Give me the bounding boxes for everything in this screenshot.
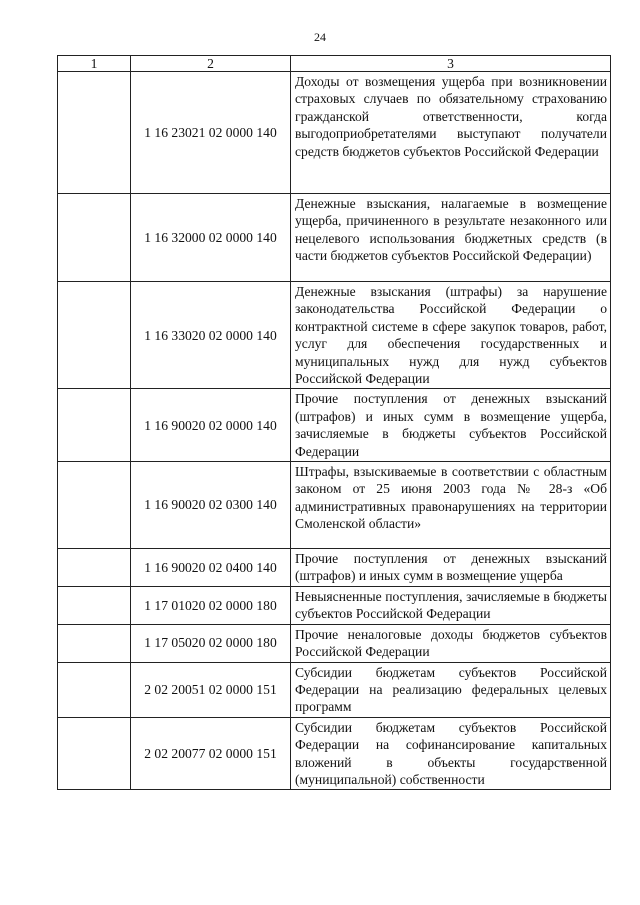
table-row (58, 462, 611, 549)
description-cell: Штрафы, взыскиваемые в соответствии с областным законом от 25 июня 2003 года № 28-з «Об административных правонарушениях на территории Смоленской области» (291, 462, 611, 549)
description-cell: Прочие поступления от денежных взысканий (штрафов) и иных сумм в возмещение ущерба, зачисляемые в бюджеты субъектов Российской Федерации (291, 389, 611, 462)
budget-code-cell: 1 17 05020 02 0000 180 (131, 624, 291, 662)
table-row (58, 662, 611, 717)
row-number-cell (58, 194, 131, 282)
row-number-cell (58, 717, 131, 790)
row-number-cell (58, 662, 131, 717)
description-cell: Денежные взыскания, налагаемые в возмещение ущерба, причиненного в результате незаконного или нецелевого использования бюджетных средств (в части бюджетов субъектов Российской Федерации) (291, 194, 611, 282)
description-cell: Прочие неналоговые доходы бюджетов субъектов Российской Федерации (291, 624, 611, 662)
table-row (58, 72, 611, 194)
description-cell: Прочие поступления от денежных взысканий (штрафов) и иных сумм в возмещение ущерба (291, 549, 611, 587)
table-row (58, 194, 611, 282)
table-row (58, 389, 611, 462)
column-header-3: 3 (291, 56, 611, 72)
budget-code-cell: 1 16 90020 02 0000 140 (131, 389, 291, 462)
description-cell: Денежные взыскания (штрафы) за нарушение законодательства Российской Федерации о контрактной системе в сфере закупок товаров, работ, услуг для обеспечения государственных и муниципальных нужд для нужд субъектов Российской Федерации (291, 282, 611, 389)
row-number-cell (58, 72, 131, 194)
row-number-cell (58, 549, 131, 587)
table-row (58, 586, 611, 624)
row-number-cell (58, 282, 131, 389)
row-number-cell (58, 586, 131, 624)
budget-code-cell: 1 16 23021 02 0000 140 (131, 72, 291, 194)
budget-code-cell: 1 17 01020 02 0000 180 (131, 586, 291, 624)
budget-income-table (57, 55, 611, 790)
table-row (58, 717, 611, 790)
description-cell: Доходы от возмещения ущерба при возникновении страховых случаев по обязательному страхованию гражданской ответственности, когда выгодоприобретателями выступают получатели средств бюджетов субъектов Российской Федерации (291, 72, 611, 194)
budget-code-cell: 2 02 20051 02 0000 151 (131, 662, 291, 717)
row-number-cell (58, 462, 131, 549)
description-cell: Субсидии бюджетам субъектов Российской Федерации на реализацию федеральных целевых программ (291, 662, 611, 717)
column-header-1: 1 (58, 56, 131, 72)
page-number: 24 (314, 30, 326, 44)
row-number-cell (58, 389, 131, 462)
table-header-row (58, 56, 611, 72)
budget-code-cell: 1 16 90020 02 0300 140 (131, 462, 291, 549)
table-row (58, 549, 611, 587)
column-header-2: 2 (131, 56, 291, 72)
description-cell: Невыясненные поступления, зачисляемые в бюджеты субъектов Российской Федерации (291, 586, 611, 624)
description-cell: Субсидии бюджетам субъектов Российской Федерации на софинансирование капитальных вложений в объекты государственной (муниципальной) собственности (291, 717, 611, 790)
budget-code-cell: 1 16 33020 02 0000 140 (131, 282, 291, 389)
row-number-cell (58, 624, 131, 662)
table-row (58, 282, 611, 389)
budget-code-cell: 1 16 32000 02 0000 140 (131, 194, 291, 282)
budget-code-cell: 1 16 90020 02 0400 140 (131, 549, 291, 587)
budget-code-cell: 2 02 20077 02 0000 151 (131, 717, 291, 790)
table-row (58, 624, 611, 662)
